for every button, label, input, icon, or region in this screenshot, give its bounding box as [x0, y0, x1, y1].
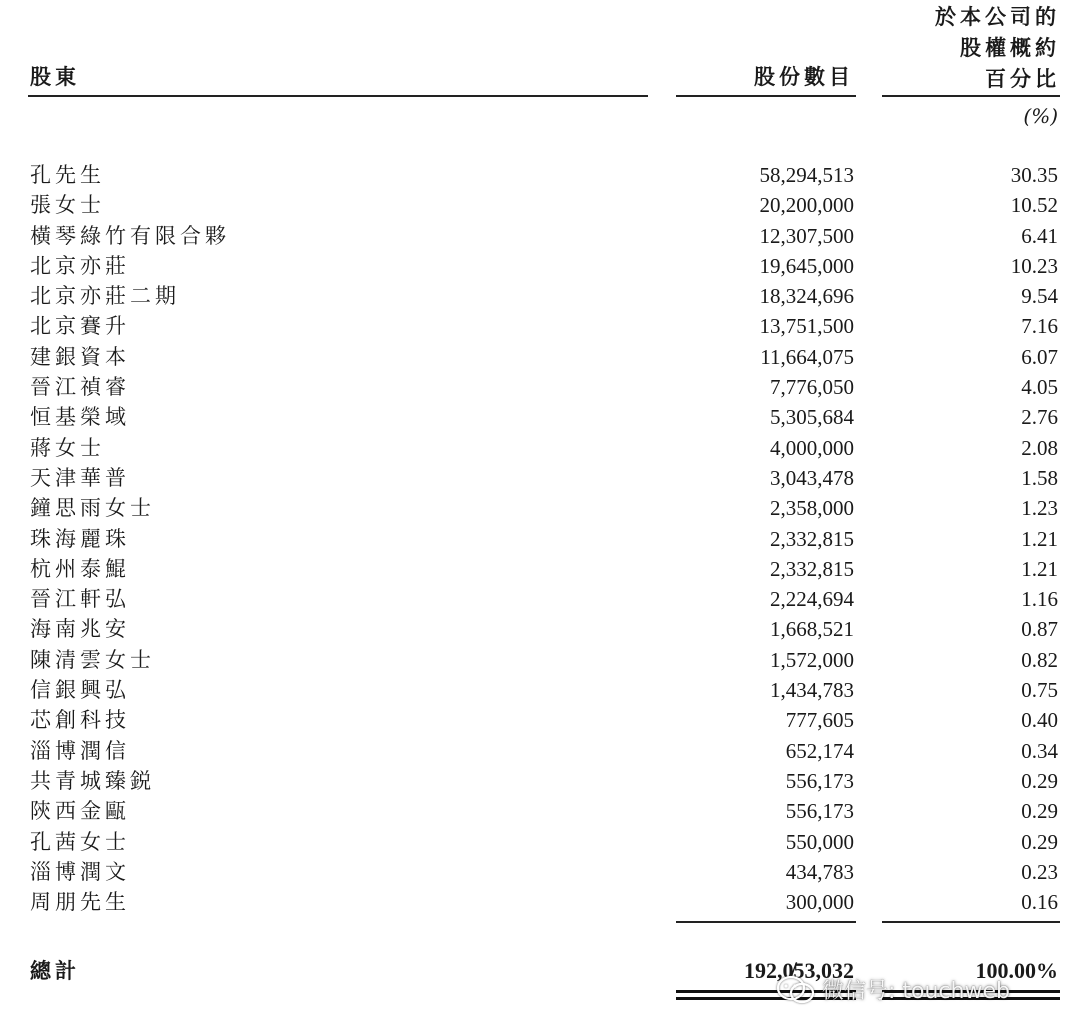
row-pct: 0.29	[1021, 768, 1058, 793]
subtotal-rule-shares	[676, 921, 856, 923]
row-pct: 0.87	[1021, 617, 1058, 642]
row-shares: 2,332,815	[770, 526, 854, 551]
table-row	[0, 281, 1080, 311]
row-shares: 556,173	[785, 799, 854, 824]
table-row	[0, 433, 1080, 463]
row-shares: 1,668,521	[770, 617, 854, 642]
table-row	[0, 705, 1080, 735]
row-name: 淄博潤信	[30, 738, 130, 763]
header-rule-pct	[882, 95, 1060, 97]
row-shares: 4,000,000	[770, 435, 854, 460]
row-pct: 0.23	[1021, 859, 1058, 884]
table-row	[0, 645, 1080, 675]
row-shares: 2,332,815	[770, 556, 854, 581]
row-name: 共青城臻鋭	[30, 768, 155, 793]
row-pct: 9.54	[1021, 284, 1058, 309]
row-pct: 7.16	[1021, 314, 1058, 339]
table-row	[0, 463, 1080, 493]
row-pct: 0.29	[1021, 799, 1058, 824]
row-name: 北京亦莊二期	[30, 284, 180, 309]
subtotal-rule-pct	[882, 921, 1060, 923]
table-row	[0, 311, 1080, 341]
row-name: 孔茜女士	[30, 829, 130, 854]
header-percentage-line-1: 於本公司的	[935, 5, 1060, 29]
row-shares: 434,783	[785, 859, 854, 884]
row-shares: 7,776,050	[770, 375, 854, 400]
row-pct: 0.16	[1021, 890, 1058, 915]
table-row	[0, 675, 1080, 705]
row-pct: 2.76	[1021, 405, 1058, 430]
header-rule-shares	[676, 95, 856, 97]
table-row	[0, 614, 1080, 644]
row-name: 陳清雲女士	[30, 647, 155, 672]
row-name: 陝西金甌	[30, 799, 130, 824]
table-row	[0, 493, 1080, 523]
row-name: 蔣女士	[30, 435, 105, 460]
header-shareholder: 股東	[30, 65, 80, 89]
table-row	[0, 342, 1080, 372]
row-pct: 6.41	[1021, 223, 1058, 248]
table-row	[0, 554, 1080, 584]
row-name: 孔先生	[30, 163, 105, 187]
table-row	[0, 524, 1080, 554]
row-pct: 0.82	[1021, 647, 1058, 672]
table-row	[0, 796, 1080, 826]
row-shares: 652,174	[785, 738, 854, 763]
row-pct: 10.52	[1010, 193, 1058, 218]
header-percentage-line-3: 百分比	[985, 67, 1060, 91]
row-name: 恒基榮域	[30, 405, 130, 430]
wechat-icon	[776, 975, 816, 1005]
row-pct: 1.21	[1021, 556, 1058, 581]
row-shares: 19,645,000	[759, 253, 854, 278]
row-name: 海南兆安	[30, 617, 130, 642]
row-pct: 0.40	[1021, 708, 1058, 733]
watermark-text: 微信号: touchweb	[822, 979, 1010, 1004]
row-name: 張女士	[30, 193, 105, 218]
row-pct: 0.34	[1021, 738, 1058, 763]
row-pct: 30.35	[1010, 163, 1058, 187]
table-row	[0, 827, 1080, 857]
row-name: 珠海麗珠	[30, 526, 130, 551]
row-shares: 5,305,684	[770, 405, 854, 430]
row-pct: 2.08	[1021, 435, 1058, 460]
total-label: 總計	[30, 959, 80, 983]
table-row	[0, 221, 1080, 251]
unit-label: (%)	[1023, 104, 1058, 128]
row-name: 北京亦莊	[30, 253, 130, 278]
row-name: 杭州泰鯤	[30, 556, 130, 581]
row-shares: 12,307,500	[759, 223, 854, 248]
row-shares: 58,294,513	[759, 163, 854, 187]
row-shares: 13,751,500	[759, 314, 854, 339]
total-shares: 192,0̸53,032	[744, 958, 854, 983]
row-name: 建銀資本	[30, 344, 130, 369]
row-shares: 2,358,000	[770, 496, 854, 521]
row-shares: 2,224,694	[770, 587, 854, 612]
row-shares: 11,664,075	[760, 344, 854, 369]
row-shares: 1,572,000	[770, 647, 854, 672]
watermark	[776, 974, 1010, 1005]
header-rule-name	[28, 95, 648, 97]
row-name: 鐘思雨女士	[30, 496, 155, 521]
row-name: 晉江軒弘	[30, 587, 130, 612]
header-percentage	[935, 2, 1060, 95]
row-pct: 10.23	[1010, 253, 1058, 278]
shareholder-table	[0, 160, 1080, 917]
row-shares: 20,200,000	[759, 193, 854, 218]
row-name: 周朋先生	[30, 890, 130, 915]
table-row	[0, 857, 1080, 887]
row-shares: 300,000	[785, 890, 854, 915]
table-row	[0, 160, 1080, 190]
table-row	[0, 887, 1080, 917]
table-row	[0, 736, 1080, 766]
row-shares: 1,434,783	[770, 678, 854, 703]
row-pct: 6.07	[1021, 344, 1058, 369]
table-row	[0, 251, 1080, 281]
row-shares: 18,324,696	[759, 284, 854, 309]
row-name: 芯創科技	[30, 708, 130, 733]
header-percentage-line-2: 股權概約	[960, 36, 1060, 60]
row-pct: 1.21	[1021, 526, 1058, 551]
row-shares: 777,605	[785, 708, 854, 733]
row-pct: 0.75	[1021, 678, 1058, 703]
row-name: 天津華普	[30, 465, 130, 490]
table-row	[0, 584, 1080, 614]
row-pct: 1.58	[1021, 465, 1058, 490]
row-name: 淄博潤文	[30, 859, 130, 884]
row-name: 橫琴綠竹有限合夥	[30, 223, 230, 248]
row-shares: 550,000	[785, 829, 854, 854]
row-shares: 3,043,478	[770, 465, 854, 490]
table-row	[0, 766, 1080, 796]
total-pct: 100.00%	[975, 958, 1058, 983]
row-pct: 0.29	[1021, 829, 1058, 854]
row-pct: 1.16	[1021, 587, 1058, 612]
row-name: 北京賽升	[30, 314, 130, 339]
table-row	[0, 402, 1080, 432]
table-row	[0, 372, 1080, 402]
row-shares: 556,173	[785, 768, 854, 793]
row-pct: 1.23	[1021, 496, 1058, 521]
row-name: 信銀興弘	[30, 678, 130, 703]
row-pct: 4.05	[1021, 375, 1058, 400]
row-name: 晉江禎睿	[30, 375, 130, 400]
table-row	[0, 190, 1080, 220]
header-shares: 股份數目	[754, 65, 854, 89]
